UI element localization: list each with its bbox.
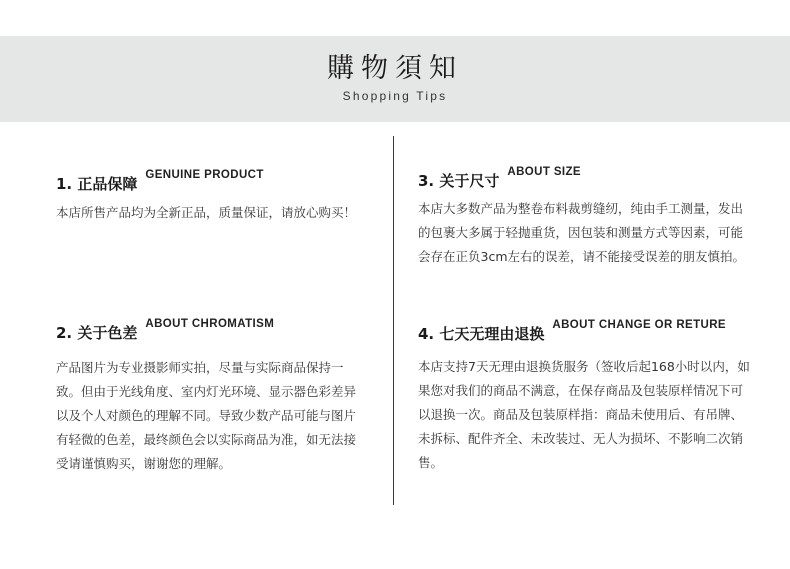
section-body: 本店所售产品均为全新正品，质量保证，请放心购买！: [56, 205, 357, 220]
section-heading: [56, 168, 356, 194]
section-chromatism: [56, 317, 356, 476]
section-change-return: [418, 318, 754, 475]
section-body: 本店大多数产品为整卷布料裁剪缝纫，纯由手工测量，发出的包裹大多属于轻抛重货，因包装和测量方式等因素，可能会存在正负3cm左右的误差，请不能接受误差的朋友慎拍。: [418, 201, 746, 264]
section-title-en: ABOUT SIZE: [507, 166, 581, 178]
section-title: 2. 关于色差: [56, 324, 138, 342]
page-subtitle: Shopping Tips: [342, 89, 448, 103]
section-size: [418, 165, 754, 269]
section-heading: [418, 318, 754, 344]
section-genuine-product: [56, 168, 356, 225]
section-body: 产品图片为专业摄影师实拍，尽量与实际商品保持一致。但由于光线角度、室内灯光环境、显示器色彩差异以及个人对颜色的理解不同。导致少数产品可能与图片有轻微的色差，最终颜色会以实际商品为准，如无法接受请谨慎购买，谢谢您的理解。: [56, 360, 357, 471]
section-title: 4. 七天无理由退换: [418, 325, 545, 343]
section-title: 3. 关于尺寸: [418, 172, 500, 190]
section-title-en: ABOUT CHANGE OR RETURE: [552, 319, 726, 331]
section-heading: [56, 317, 356, 343]
column-divider: [393, 136, 394, 505]
section-heading: [418, 165, 754, 191]
section-title-en: GENUINE PRODUCT: [145, 169, 264, 181]
page-title: 購物須知: [327, 53, 463, 84]
section-body: 本店支持7天无理由退换货服务（签收后起168小时以内，如果您对我们的商品不满意，在保存商品及包装原样情况下可以退换一次。商品及包装原样指：商品未使用后、有吊牌、未拆标、配件齐全、未改装过、无人为损坏、不影响二次销售。: [418, 359, 750, 470]
section-title: 1. 正品保障: [56, 175, 138, 193]
section-title-en: ABOUT CHROMATISM: [145, 318, 275, 330]
